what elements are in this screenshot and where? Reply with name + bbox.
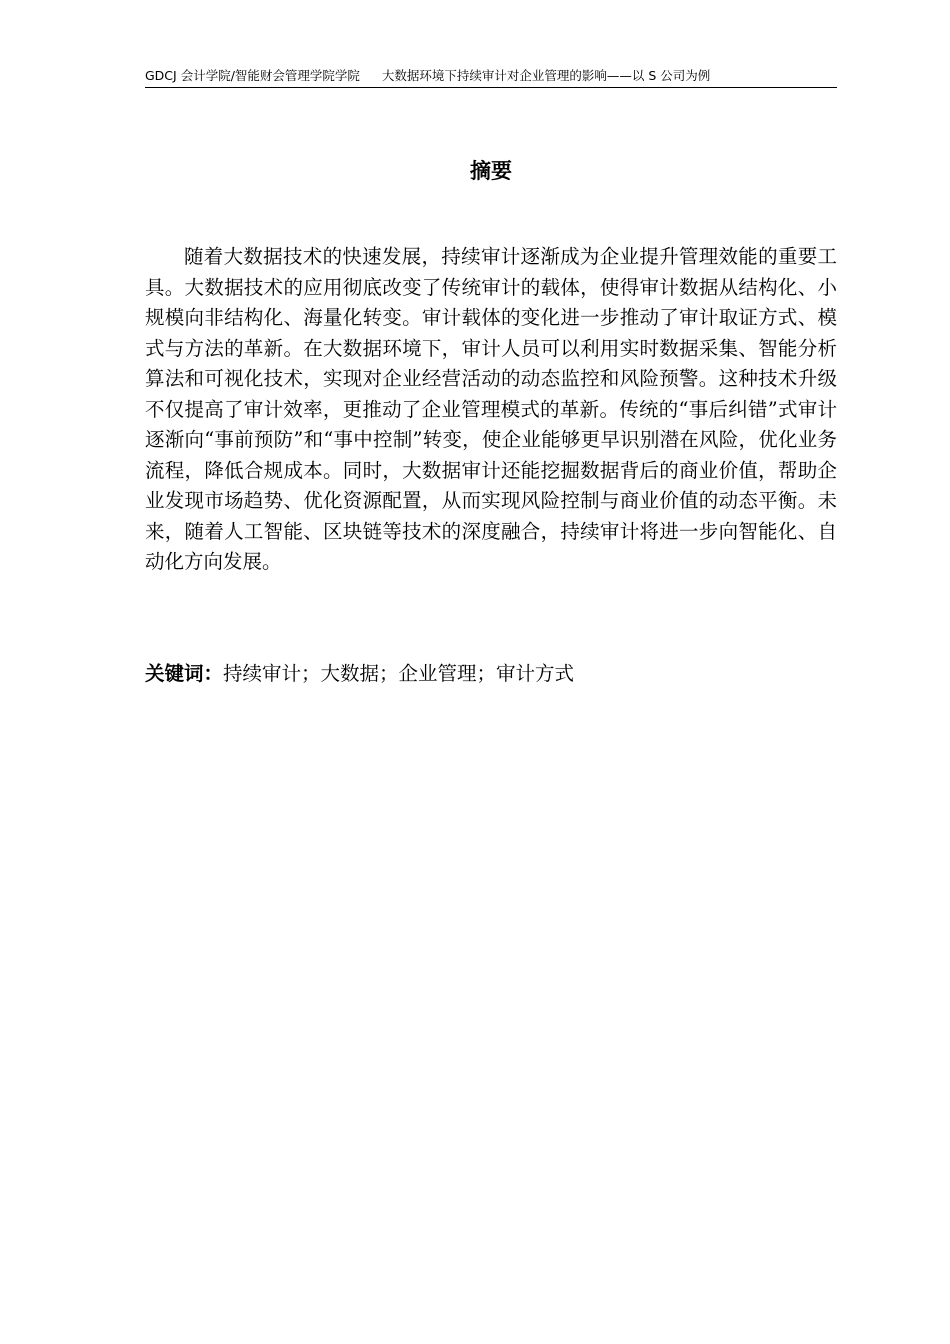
abstract-paragraph: 随着大数据技术的快速发展，持续审计逐渐成为企业提升管理效能的重要工具。大数据技术的应用彻底改变了传统审计的载体，使得审计数据从结构化、小规模向非结构化、海量化转变。审计载体的变化进一步推动了审计取证方式、模式与方法的革新。在大数据环境下，审计人员可以利用实时数据采集、智能分析算法和可视化技术，实现对企业经营活动的动态监控和风险预警。这种技术升级不仅提高了审计效率，更推动了企业管理模式的革新。传统的“事后纠错”式审计逐渐向“事前预防”和“事中控制”转变，使企业能够更早识别潜在风险，优化业务流程，降低合规成本。同时，大数据审计还能挖掘数据背后的商业价值，帮助企业发现市场趋势、优化资源配置，从而实现风险控制与商业价值的动态平衡。未来，随着人工智能、区块链等技术的深度融合，持续审计将进一步向智能化、自动化方向发展。 xyxy=(145,245,837,573)
page-header xyxy=(145,68,837,88)
header-thesis-title: 大数据环境下持续审计对企业管理的影响——以 S 公司为例 xyxy=(381,68,711,83)
abstract-title: 摘要 xyxy=(470,159,512,183)
keywords-value: 持续审计；大数据；企业管理；审计方式 xyxy=(223,662,575,685)
header-institution: GDCJ 会计学院/智能财会管理学院学院 xyxy=(145,68,360,83)
keywords-label: 关键词： xyxy=(145,662,224,685)
keywords-line xyxy=(145,659,837,689)
